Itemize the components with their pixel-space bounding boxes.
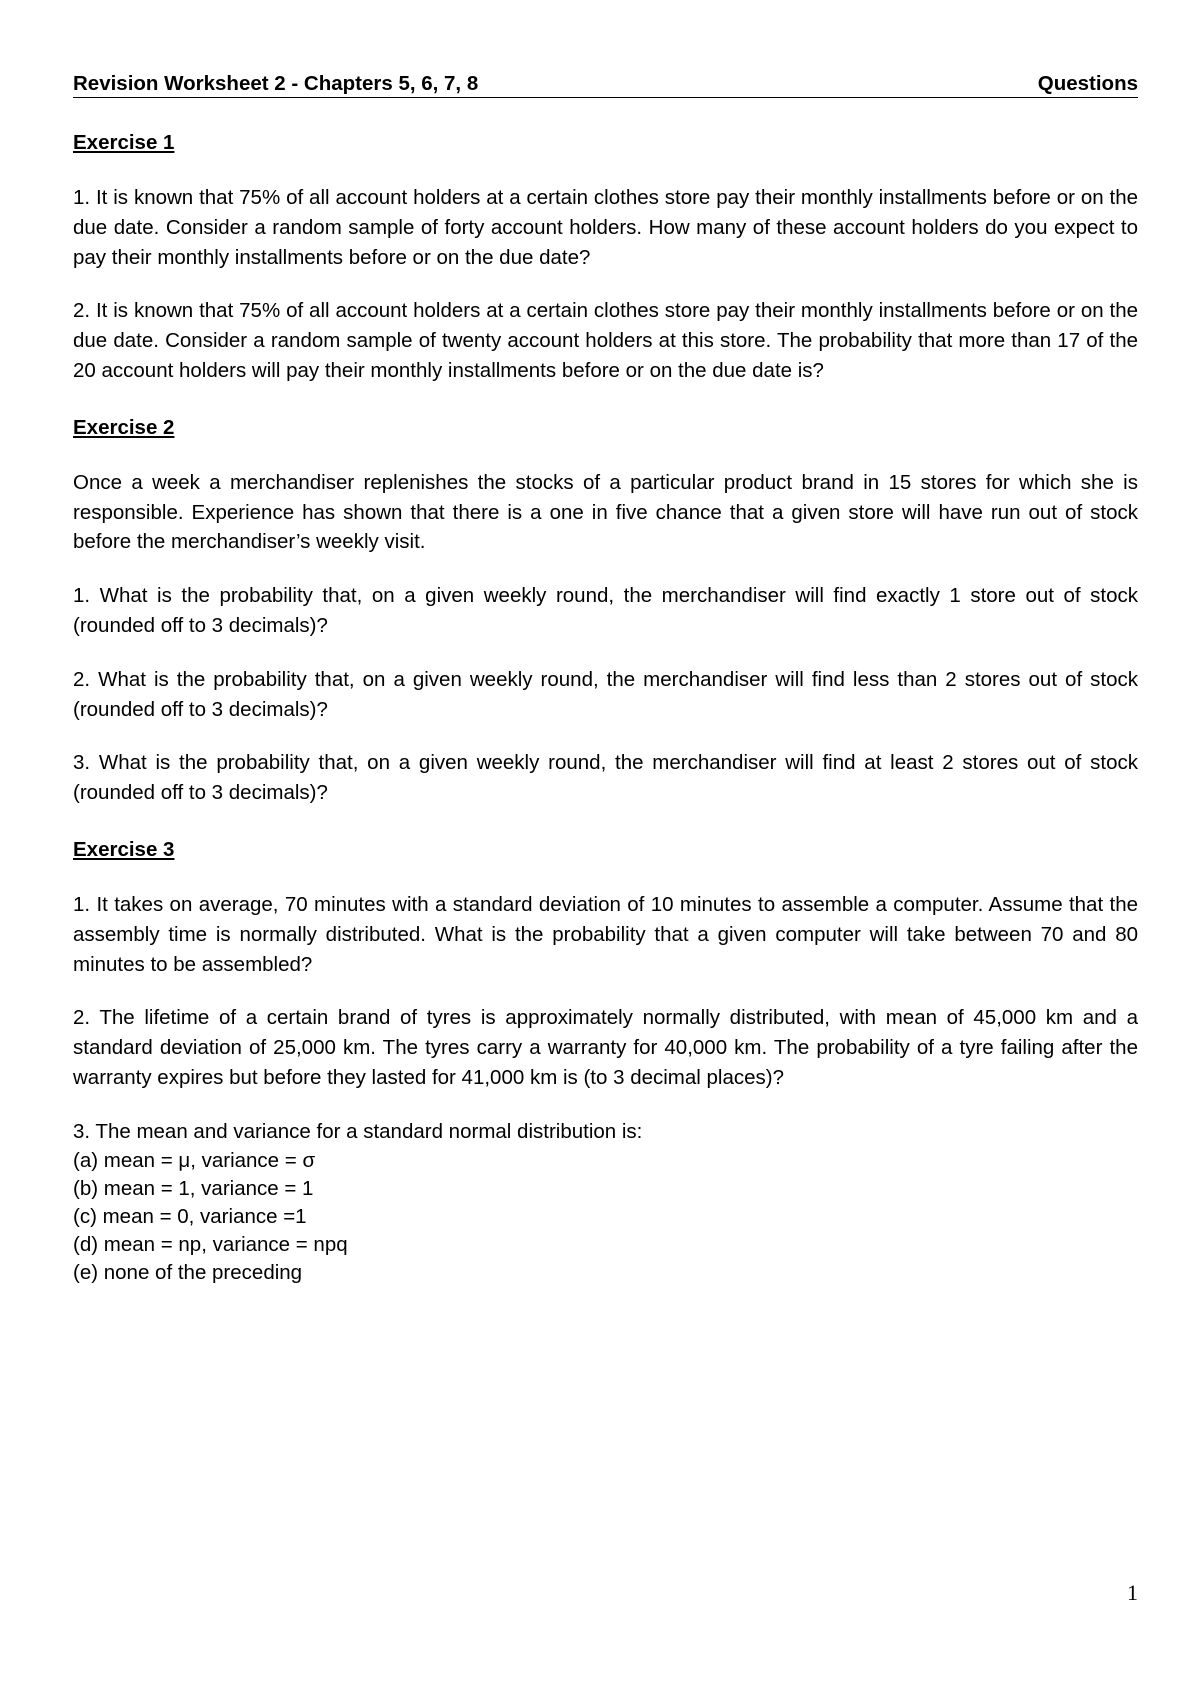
option-c: (c) mean = 0, variance =1 (73, 1204, 307, 1228)
page-number: 1 (1127, 1580, 1138, 1605)
page-header (73, 72, 1138, 98)
exercise-3-question-2: 2. The lifetime of a certain brand of tyres is approximately normally distributed, with mean of 45,000 km and a standard deviation of 25,000 km. The tyres carry a warranty for 40,000 km. The probability of a tyre failing after the warranty expires but before they lasted for 41,000 km is (to 3 decimal places)? (73, 1006, 1138, 1089)
option-b: (b) mean = 1, variance = 1 (73, 1176, 314, 1200)
exercise-1-title: Exercise 1 (73, 131, 175, 154)
exercise-3-options (73, 1147, 1138, 1287)
exercise-1-question-1: 1. It is known that 75% of all account holders at a certain clothes store pay their monthly installments before or on the due date. Consider a random sample of forty account holders. How many of these account holders do you expect to pay their monthly installments before or on the due date? (73, 186, 1138, 269)
worksheet-title: Revision Worksheet 2 - Chapters 5, 6, 7, 8 (73, 72, 479, 95)
exercise-3-question-3: 3. The mean and variance for a standard normal distribution is: (73, 1119, 643, 1143)
exercise-2-question-2: 2. What is the probability that, on a given weekly round, the merchandiser will find less than 2 stores out of stock (rounded off to 3 decimals)? (73, 667, 1138, 721)
exercise-3-title: Exercise 3 (73, 837, 175, 861)
exercise-1-question-2: 2. It is known that 75% of all account holders at a certain clothes store pay their monthly installments before or on the due date. Consider a random sample of twenty account holders at this store. The probability that more than 17 of the 20 account holders will pay their monthly installments before or on the due date is? (73, 299, 1138, 382)
header-questions-label: Questions (1037, 72, 1138, 95)
exercise-2-question-3: 3. What is the probability that, on a given weekly round, the merchandiser will find at least 2 stores out of stock (rounded off to 3 decimals)? (73, 751, 1138, 805)
worksheet-page (73, 72, 1138, 1287)
option-e: (e) none of the preceding (73, 1260, 303, 1284)
exercise-2-title: Exercise 2 (73, 415, 175, 439)
option-a: (a) mean = μ, variance = σ (73, 1148, 316, 1172)
exercise-2-intro: Once a week a merchandiser replenishes the stocks of a particular product brand in 15 stores for which she is responsible. Experience has shown that there is a one in five chance that a given store will have run out of stock before the merchandiser’s weekly visit. (73, 470, 1138, 554)
exercise-2-question-1: 1. What is the probability that, on a given weekly round, the merchandiser will find exactly 1 store out of stock (rounded off to 3 decimals)? (73, 584, 1138, 637)
exercise-3-question-1: 1. It takes on average, 70 minutes with a standard deviation of 10 minutes to assemble a computer. Assume that the assembly time is normally distributed. What is the probability that a given computer will take between 70 and 80 minutes to be assembled? (73, 892, 1138, 976)
option-d: (d) mean = np, variance = npq (73, 1232, 348, 1256)
